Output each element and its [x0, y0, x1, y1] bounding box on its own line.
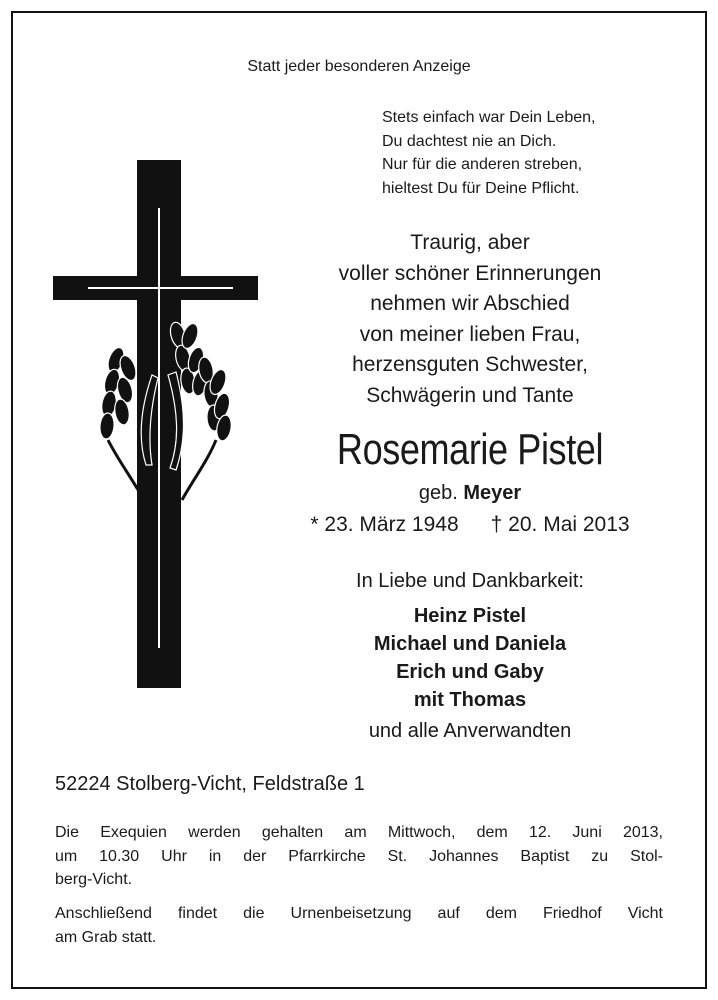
mourners-intro: In Liebe und Dankbarkeit: — [356, 570, 584, 592]
poem-line: Du dachtest nie an Dich. — [382, 132, 557, 150]
geb-prefix: geb. — [418, 482, 458, 504]
intro-line: nehmen wir Abschied — [370, 292, 570, 315]
mourners-names — [270, 602, 670, 714]
intro-line: von meiner lieben Frau, — [359, 322, 581, 346]
poem — [382, 106, 595, 200]
life-dates — [270, 511, 670, 539]
mourner-name: Michael und Daniela — [373, 633, 567, 655]
poem-line: Stets einfach war Dein Leben, — [382, 109, 596, 126]
cross-with-wheat-icon — [48, 160, 263, 690]
intro-line: Schwägerin und Tante — [366, 383, 574, 407]
mourner-name: Erich und Gaby — [396, 661, 544, 683]
maiden-name-line — [270, 480, 670, 506]
poem-line: Nur für die anderen streben, — [382, 156, 583, 173]
paragraph-line: Die Exequien werden gehalten am Mittwoch, dem 12. Juni 2013, — [55, 824, 663, 841]
intro-text — [270, 228, 670, 411]
service-paragraph — [55, 821, 663, 892]
paragraph-line: um 10.30 Uhr in der Pfarrkirche St. Johannes Baptist zu Stol- — [55, 847, 663, 865]
paragraph-line: Anschließend findet die Urnenbeisetzung auf dem Friedhof Vicht — [55, 905, 663, 922]
intro-line: Traurig, aber — [410, 231, 530, 254]
address: 52224 Stolberg-Vicht, Feldstraße 1 — [55, 773, 365, 795]
burial-paragraph — [55, 902, 663, 949]
deceased-name: Rosemarie Pistel — [336, 425, 604, 474]
mourner-name: Heinz Pistel — [413, 605, 527, 627]
intro-line: herzensguten Schwester, — [352, 353, 588, 376]
poem-line: hieltest Du für Deine Pflicht. — [382, 179, 580, 197]
death-date: † 20. Mai 2013 — [490, 513, 630, 536]
paragraph-line: am Grab statt. — [55, 928, 157, 946]
relatives-line: und alle Anverwandten — [368, 720, 572, 742]
mourner-name: mit Thomas — [413, 689, 527, 711]
notice-header: Statt jeder besonderen Anzeige — [247, 58, 471, 75]
paragraph-line: berg-Vicht. — [55, 871, 133, 888]
maiden-name: Meyer — [463, 482, 522, 504]
birth-date: * 23. März 1948 — [310, 513, 459, 536]
intro-line: voller schöner Erinnerungen — [338, 261, 602, 285]
